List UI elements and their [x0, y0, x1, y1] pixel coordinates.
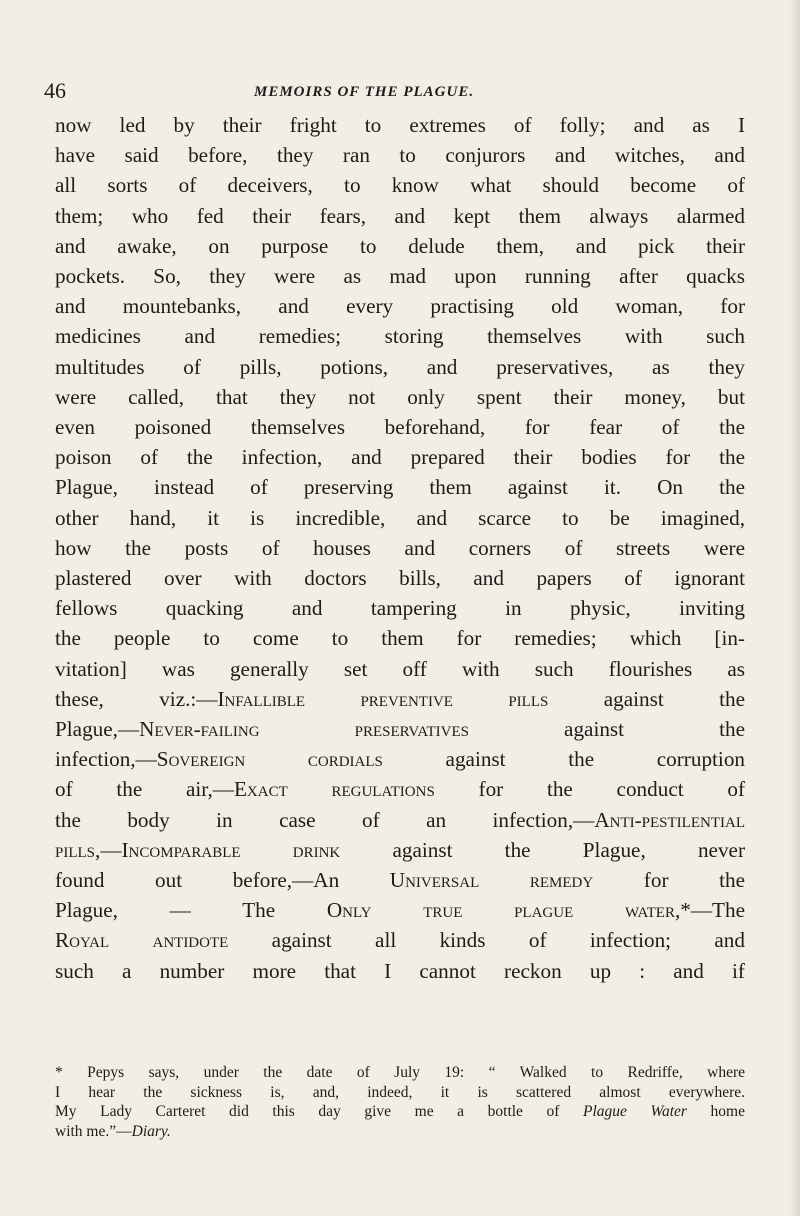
text-line: fellows quacking and tampering in physic, inviting	[55, 596, 745, 621]
advert-title: Universal remedy	[389, 868, 594, 893]
text-line: medicines and remedies; storing themselves with such	[55, 324, 745, 349]
text-line	[55, 895, 745, 925]
text-line	[55, 805, 745, 835]
advert-title: Incomparable drink	[121, 837, 341, 862]
text-line	[55, 684, 745, 714]
text-run: found out before,—An	[55, 868, 390, 893]
advert-title: Anti-pestilential	[594, 807, 745, 832]
text-run: Plague,—	[55, 717, 140, 742]
text-line: plastered over with doctors bills, and papers of ignorant	[55, 566, 745, 591]
text-run: ,*—The	[674, 898, 745, 923]
text-run: infection,—	[55, 747, 157, 772]
text-run: the body in case of an infection,—	[55, 807, 595, 832]
italic-run: Plague Water	[583, 1103, 687, 1120]
text-run: these, viz.:—	[55, 686, 218, 711]
text-line: poison of the infection, and prepared their bodies for the	[55, 445, 745, 470]
text-line: and mountebanks, and every practising old woman, for	[55, 294, 745, 319]
text-run: for the	[593, 868, 745, 893]
text-run: home	[686, 1103, 745, 1120]
footnote-line: I hear the sickness is, and, indeed, it is scattered almost everywhere.	[55, 1083, 745, 1101]
text-line	[55, 925, 745, 955]
text-run: against the Plague, never	[340, 837, 745, 862]
text-run: against the	[548, 686, 745, 711]
advert-title: Only true plague water	[326, 898, 675, 923]
text-line	[55, 835, 745, 865]
text-line: and awake, on purpose to delude them, and pick their	[55, 233, 745, 258]
text-run: for the conduct of	[434, 777, 745, 802]
text-line: Plague, instead of preserving them against it. On the	[55, 475, 745, 500]
text-line: now led by their fright to extremes of folly; and as I	[55, 113, 745, 137]
text-line	[55, 865, 745, 895]
text-run: against all kinds of infection; and	[228, 928, 745, 953]
advert-title: Never-failing preservatives	[139, 717, 469, 742]
footnote-line	[55, 1102, 745, 1122]
advert-title: Royal antidote	[55, 928, 229, 953]
text-line: such a number more that I cannot reckon up : and if	[55, 958, 745, 983]
text-line: were called, that they not only spent their money, but	[55, 384, 745, 409]
text-line: how the posts of houses and corners of streets were	[55, 535, 745, 560]
text-run: of the air,—	[55, 777, 234, 802]
text-run: against the	[469, 717, 746, 742]
text-run: My Lady Carteret did this day give me a bottle of	[55, 1103, 584, 1120]
text-run: Plague, — The	[55, 898, 327, 923]
advert-title: pills	[55, 837, 96, 862]
text-run: ,—	[95, 837, 122, 862]
text-line	[55, 744, 745, 774]
text-line: have said before, they ran to conjurors and witches, and	[55, 143, 745, 168]
text-line: all sorts of deceivers, to know what should become of	[55, 173, 745, 198]
page-number: 46	[44, 78, 66, 103]
page-header	[44, 78, 744, 108]
text-line: them; who fed their fears, and kept them always alarmed	[55, 203, 745, 228]
text-line: pockets. So, they were as mad upon running after quacks	[55, 264, 745, 289]
advert-title: Sovereign cordials	[156, 747, 383, 772]
advert-title: Infallible preventive pills	[217, 686, 549, 711]
footnote-line	[55, 1122, 745, 1142]
text-run: against the corruption	[382, 747, 746, 772]
footnote-line: * Pepys says, under the date of July 19: “ Walked to Redriffe, where	[55, 1064, 745, 1081]
text-line: multitudes of pills, potions, and preservatives, as they	[55, 354, 745, 379]
italic-run: Diary.	[131, 1122, 171, 1140]
running-head: MEMOIRS OF THE PLAGUE.	[254, 84, 475, 100]
footnote	[55, 1063, 745, 1141]
text-line: vitation] was generally set off with such flourishes as	[55, 656, 745, 681]
text-line	[55, 774, 745, 804]
text-line	[55, 714, 745, 744]
main-text	[55, 110, 745, 986]
text-line: other hand, it is incredible, and scarce to be imagined,	[55, 505, 745, 530]
page-edge	[790, 0, 800, 1216]
text-line: the people to come to them for remedies; which [in-	[55, 626, 745, 651]
text-line: even poisoned themselves beforehand, for fear of the	[55, 415, 745, 440]
text-run: with me.”—	[55, 1122, 132, 1140]
advert-title: Exact regulations	[233, 777, 435, 802]
